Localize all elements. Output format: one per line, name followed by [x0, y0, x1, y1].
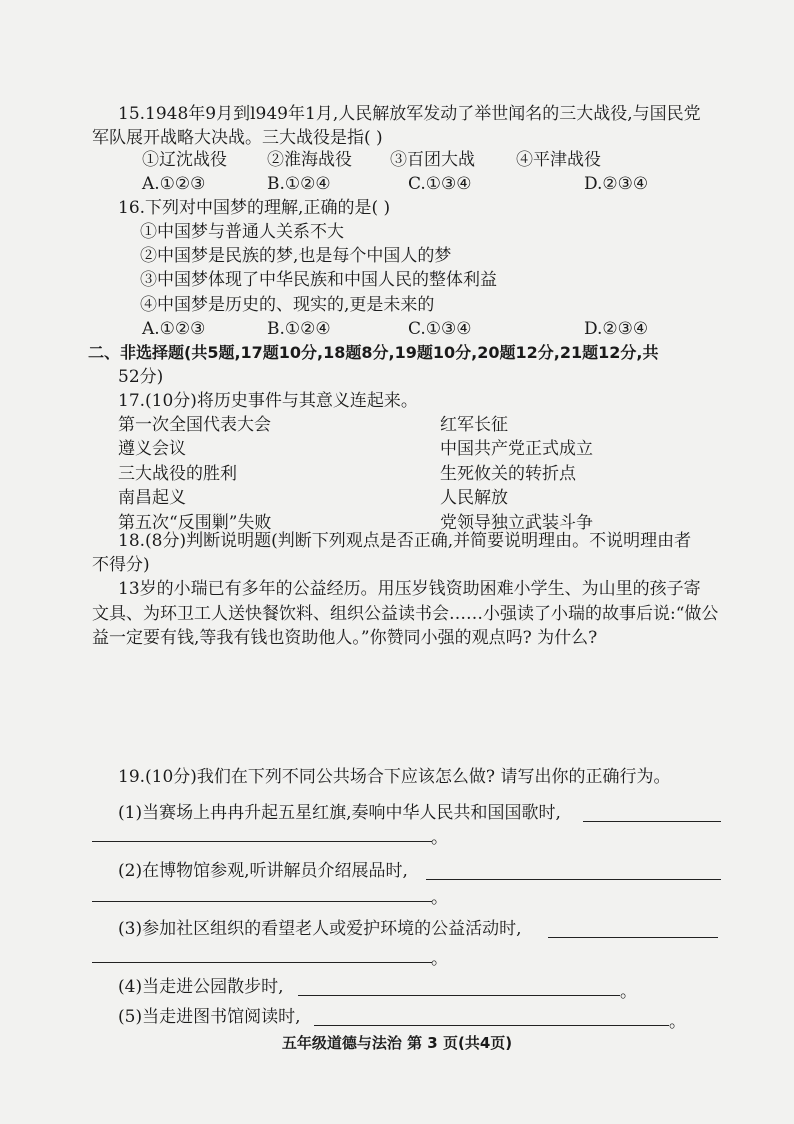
- q17-right-item: 生死攸关的转折点: [440, 463, 576, 484]
- q15-item-3: ③百团大战: [390, 150, 475, 170]
- section2-header-cont: 52分): [118, 367, 164, 387]
- q17-right-item: 红军长征: [440, 415, 508, 435]
- q19-answer-1a[interactable]: [583, 821, 721, 822]
- q16-statement-3: ③中国梦体现了中华民族和中国人民的整体利益: [140, 270, 497, 290]
- q18-stem: 18.(8分)判断说明题(判断下列观点是否正确,并简要说明理由。不说明理由者: [118, 531, 692, 551]
- q18-paragraph-line1: 13岁的小瑞已有多年的公益经历。用压岁钱资助困难小学生、为山里的孩子寄: [118, 579, 701, 599]
- q16-option-d: D.②③④: [584, 319, 649, 339]
- q19-prompt-5: (5)当走进图书馆阅读时,: [118, 1007, 301, 1027]
- q18-paragraph-line3: 益一定要有钱,等我有钱也资助他人。”你赞同小强的观点吗? 为什么?: [92, 628, 598, 648]
- q17-right-item: 中国共产党正式成立: [440, 439, 593, 460]
- q17-left-item: 三大战役的胜利: [118, 463, 237, 484]
- q19-prompt-1: (1)当赛场上冉冉升起五星红旗,奏响中华人民共和国国歌时,: [118, 803, 561, 823]
- q19-period-2: 。: [431, 888, 448, 908]
- q19-period-1: 。: [431, 828, 448, 848]
- q19-prompt-2: (2)在博物馆参观,听讲解员介绍展品时,: [118, 861, 408, 881]
- q17-stem: 17.(10分)将历史事件与其意义连起来。: [118, 391, 418, 411]
- q15-option-c: C.①③④: [408, 174, 472, 194]
- q15-options: [142, 173, 662, 195]
- q19-prompt-4: (4)当走进公园散步时,: [118, 977, 284, 997]
- q15-option-d: D.②③④: [584, 174, 649, 194]
- q19-period-5: 。: [669, 1012, 686, 1032]
- q17-left-column: [118, 413, 271, 535]
- q16-statement-4: ④中国梦是历史的、现实的,更是未来的: [140, 295, 435, 315]
- q16-options: [142, 318, 662, 340]
- q19-stem: 19.(10分)我们在下列不同公共场合下应该怎么做? 请写出你的正确行为。: [118, 767, 671, 787]
- q17-right-item: 人民解放: [440, 488, 508, 509]
- q15-option-a: A.①②③: [142, 174, 206, 194]
- q15-line2: 军队展开战略大决战。三大战役是指( ): [92, 128, 383, 148]
- q15-items: [142, 149, 662, 171]
- q17-right-item: 党领导独立武装斗争: [440, 512, 593, 533]
- q17-left-item: 第五次“反围剿”失败: [118, 512, 272, 533]
- q17-left-item: 南昌起义: [118, 488, 186, 509]
- q16-option-b: B.①②④: [267, 319, 331, 339]
- q19-answer-5[interactable]: [314, 1025, 669, 1026]
- q15-option-b: B.①②④: [267, 174, 331, 194]
- q17-right-column: [440, 413, 593, 535]
- q16-option-a: A.①②③: [142, 319, 206, 339]
- q16-statement-1: ①中国梦与普通人关系不大: [140, 222, 344, 242]
- q19-answer-3a[interactable]: [548, 937, 718, 938]
- q18-paragraph-line2: 文具、为环卫工人送快餐饮料、组织公益读书会……小强读了小瑞的故事后说:“做公: [92, 604, 719, 624]
- section2-header: 二、非选择题(共5题,17题10分,18题8分,19题10分,20题12分,21题12分,共: [88, 343, 659, 362]
- q19-period-4: 。: [620, 982, 637, 1002]
- q15-item-1: ①辽沈战役: [142, 150, 227, 170]
- q17-left-item: 遵义会议: [118, 439, 186, 460]
- q17-left-item: 第一次全国代表大会: [118, 415, 271, 435]
- q19-answer-4[interactable]: [298, 995, 620, 996]
- q18-stem-cont: 不得分): [92, 555, 150, 575]
- q15-item-2: ②淮海战役: [267, 150, 352, 170]
- page-footer: 五年级道德与法治 第 3 页(共4页): [281, 1034, 513, 1052]
- q16-statement-2: ②中国梦是民族的梦,也是每个中国人的梦: [140, 246, 452, 266]
- q19-answer-2b[interactable]: [92, 901, 432, 902]
- q16-stem: 16.下列对中国梦的理解,正确的是( ): [118, 198, 391, 218]
- q19-prompt-3: (3)参加社区组织的看望老人或爱护环境的公益活动时,: [118, 919, 522, 939]
- q15-line1: 15.1948年9月到l949年1月,人民解放军发动了举世闻名的三大战役,与国民党: [118, 104, 701, 124]
- q19-answer-2a[interactable]: [426, 879, 721, 880]
- q16-option-c: C.①③④: [408, 319, 472, 339]
- q19-period-3: 。: [431, 949, 448, 969]
- q19-answer-1b[interactable]: [92, 841, 432, 842]
- q15-item-4: ④平津战役: [516, 150, 601, 170]
- q19-answer-3b[interactable]: [92, 962, 432, 963]
